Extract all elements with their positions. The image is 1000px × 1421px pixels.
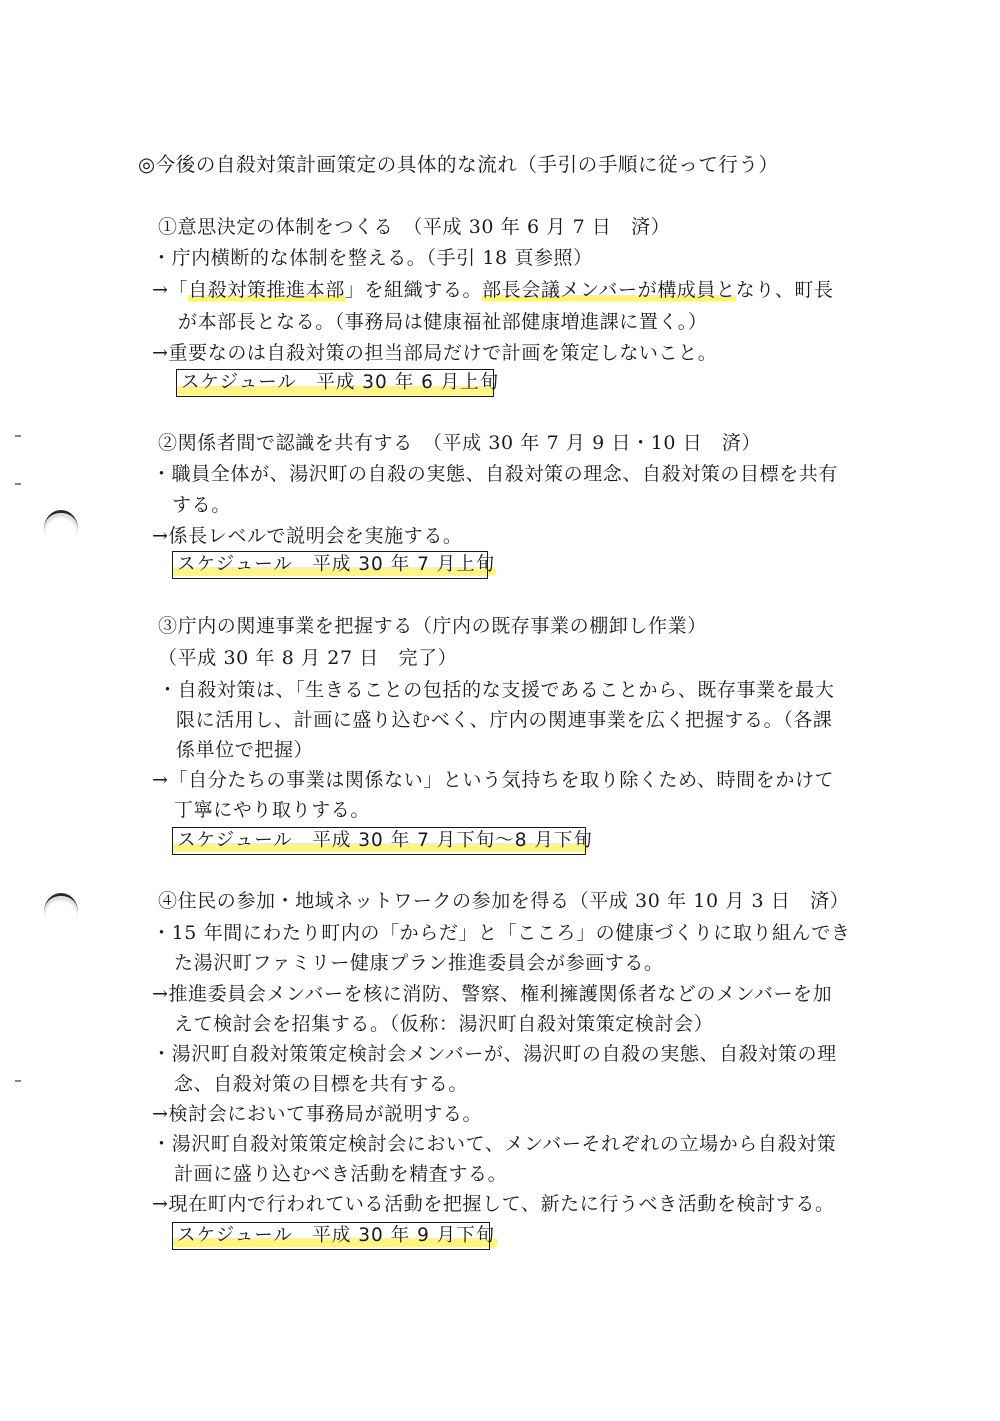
punch-hole-bottom	[44, 893, 78, 930]
section2-heading: ②関係者間で認識を共有する （平成 30 年 7 月 9 日・10 日 済）	[158, 432, 762, 454]
section2-schedule-box: スケジュール 平成 30 年 7 月上旬	[172, 551, 488, 579]
margin-tick	[15, 435, 21, 437]
highlight-suicide-promotion-hq: 自殺対策推進本部	[188, 279, 345, 301]
section2-line1: ・職員全体が、湯沢町の自殺の実態、自殺対策の理念、自殺対策の目標を共有	[152, 463, 839, 485]
section3-schedule-box: スケジュール 平成 30 年 7 月下旬～8 月下旬	[172, 827, 586, 855]
section3-line3: 係単位で把握）	[176, 739, 314, 761]
section3-line2: 限に活用し、計画に盛り込むべく、庁内の関連事業を広く把握する。（各課	[176, 709, 833, 731]
arrow-quote-open: →「	[152, 279, 189, 301]
section4-schedule-box: スケジュール 平成 30 年 9 月下旬	[172, 1222, 490, 1250]
section3-line4: →「自分たちの事業は関係ない」という気持ちを取り除くため、時間をかけて	[152, 769, 835, 791]
margin-tick	[15, 483, 21, 485]
section1-line1: ・庁内横断的な体制を整える。（手引 18 頁参照）	[152, 247, 593, 269]
section1-line4: →重要なのは自殺対策の担当部局だけで計画を策定しないこと。	[152, 342, 718, 364]
section3-heading: ③庁内の関連事業を把握する（庁内の既存事業の棚卸し作業）	[158, 615, 707, 637]
section2-line2: する。	[172, 494, 231, 516]
section3-sub: （平成 30 年 8 月 27 日 完了）	[158, 647, 458, 669]
section4-line6: 念、自殺対策の目標を共有する。	[174, 1073, 469, 1095]
section3-line5: 丁寧にやり取りする。	[174, 799, 371, 821]
text-organize: 」を組織する。	[344, 279, 483, 301]
section4-heading: ④住民の参加・地域ネットワークの参加を得る（平成 30 年 10 月 3 日 済）	[158, 890, 850, 912]
section4-line5: ・湯沢町自殺対策策定検討会メンバーが、湯沢町の自殺の実態、自殺対策の理	[152, 1043, 837, 1065]
section4-line3: →推進委員会メンバーを核に消防、警察、権利擁護関係者などのメンバーを加	[152, 983, 833, 1005]
section4-line9: 計画に盛り込むべき活動を精査する。	[174, 1163, 508, 1185]
page-title: ◎今後の自殺対策計画策定の具体的な流れ（手引の手順に従って行う）	[138, 153, 779, 176]
margin-tick	[15, 1080, 21, 1082]
section4-line8: ・湯沢町自殺対策策定検討会において、メンバーそれぞれの立場から自殺対策	[152, 1133, 837, 1155]
section3-line1: ・自殺対策は、「生きることの包括的な支援であることから、既存事業を最大	[158, 679, 835, 701]
section4-line10: →現在町内で行われている活動を把握して、新たに行うべき活動を検討する。	[152, 1193, 835, 1215]
section4-line7: →検討会において事務局が説明する。	[152, 1103, 483, 1125]
section2-line3: →係長レベルで説明会を実施する。	[152, 525, 463, 547]
section1-heading: ①意思決定の体制をつくる （平成 30 年 6 月 7 日 済）	[158, 216, 671, 238]
highlight-members: 部長会議メンバーが構成員と	[482, 279, 736, 301]
punch-hole-top	[44, 510, 78, 547]
section1-line2	[152, 277, 834, 303]
text-mayor: なり、町長	[735, 279, 834, 301]
section4-line1: ・15 年間にわたり町内の「からだ」と「こころ」の健康づくりに取り組んでき	[152, 922, 851, 944]
section4-line2: た湯沢町ファミリー健康プラン推進委員会が参画する。	[174, 952, 664, 974]
section1-schedule-box: スケジュール 平成 30 年 6 月上旬	[176, 369, 494, 397]
section4-line4: えて検討会を招集する。（仮称：湯沢町自殺対策策定検討会）	[174, 1013, 714, 1035]
section1-line3: が本部長となる。（事務局は健康福祉部健康増進課に置く。）	[178, 311, 708, 333]
